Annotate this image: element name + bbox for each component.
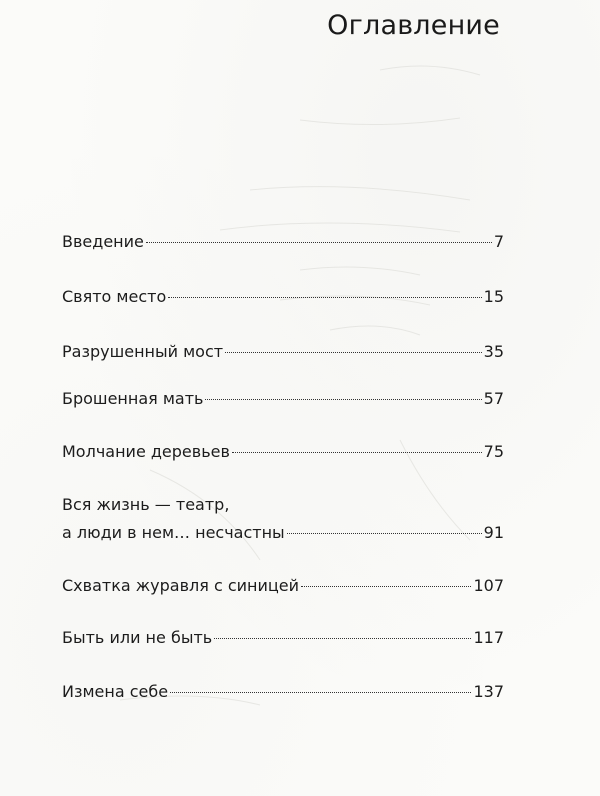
toc-entry-label: Измена себе [62, 682, 169, 701]
toc-entry-to-be-or-not [62, 627, 504, 649]
toc-entry-label: Введение [62, 232, 144, 251]
dot-leader [301, 586, 471, 587]
dot-leader [232, 452, 482, 453]
toc-entry-label: Брошенная мать [62, 389, 204, 408]
dot-leader [146, 242, 492, 243]
toc-entry-label: Схватка журавля с синицей [62, 576, 300, 595]
toc-entry-introduction [62, 231, 504, 253]
dot-leader [170, 692, 471, 693]
toc-entry-silence-of-trees [62, 441, 504, 463]
toc-page-number: 75 [483, 442, 504, 461]
toc-entry-crane-and-tit [62, 575, 504, 597]
toc-entry-label: Свято место [62, 287, 167, 306]
table-of-contents [62, 0, 504, 796]
dot-leader [214, 638, 471, 639]
toc-page-number: 137 [473, 682, 504, 701]
toc-page-number: 91 [483, 523, 504, 542]
toc-page-number: 57 [483, 389, 504, 408]
toc-entry-destroyed-bridge [62, 341, 504, 363]
toc-page-number: 107 [473, 576, 504, 595]
toc-entry-abandoned-mother [62, 388, 504, 410]
page-title: Оглавление [327, 10, 500, 41]
toc-page-number: 15 [483, 287, 504, 306]
toc-entry-label: Разрушенный мост [62, 342, 224, 361]
toc-entry-life-is-theatre [62, 494, 504, 544]
toc-page-number: 7 [493, 232, 504, 251]
toc-page-number: 117 [473, 628, 504, 647]
dot-leader [205, 399, 481, 400]
toc-entry-self-betrayal [62, 681, 504, 703]
dot-leader [168, 297, 481, 298]
toc-entry-label-line1: Вся жизнь — театр, [62, 495, 230, 514]
dot-leader [287, 533, 482, 534]
toc-page-number: 35 [483, 342, 504, 361]
toc-entry-holy-place [62, 286, 504, 308]
toc-entry-label: Быть или не быть [62, 628, 213, 647]
toc-entry-label: Молчание деревьев [62, 442, 230, 461]
toc-entry-label: а люди в нем… несчастны [62, 523, 285, 542]
dot-leader [225, 352, 482, 353]
